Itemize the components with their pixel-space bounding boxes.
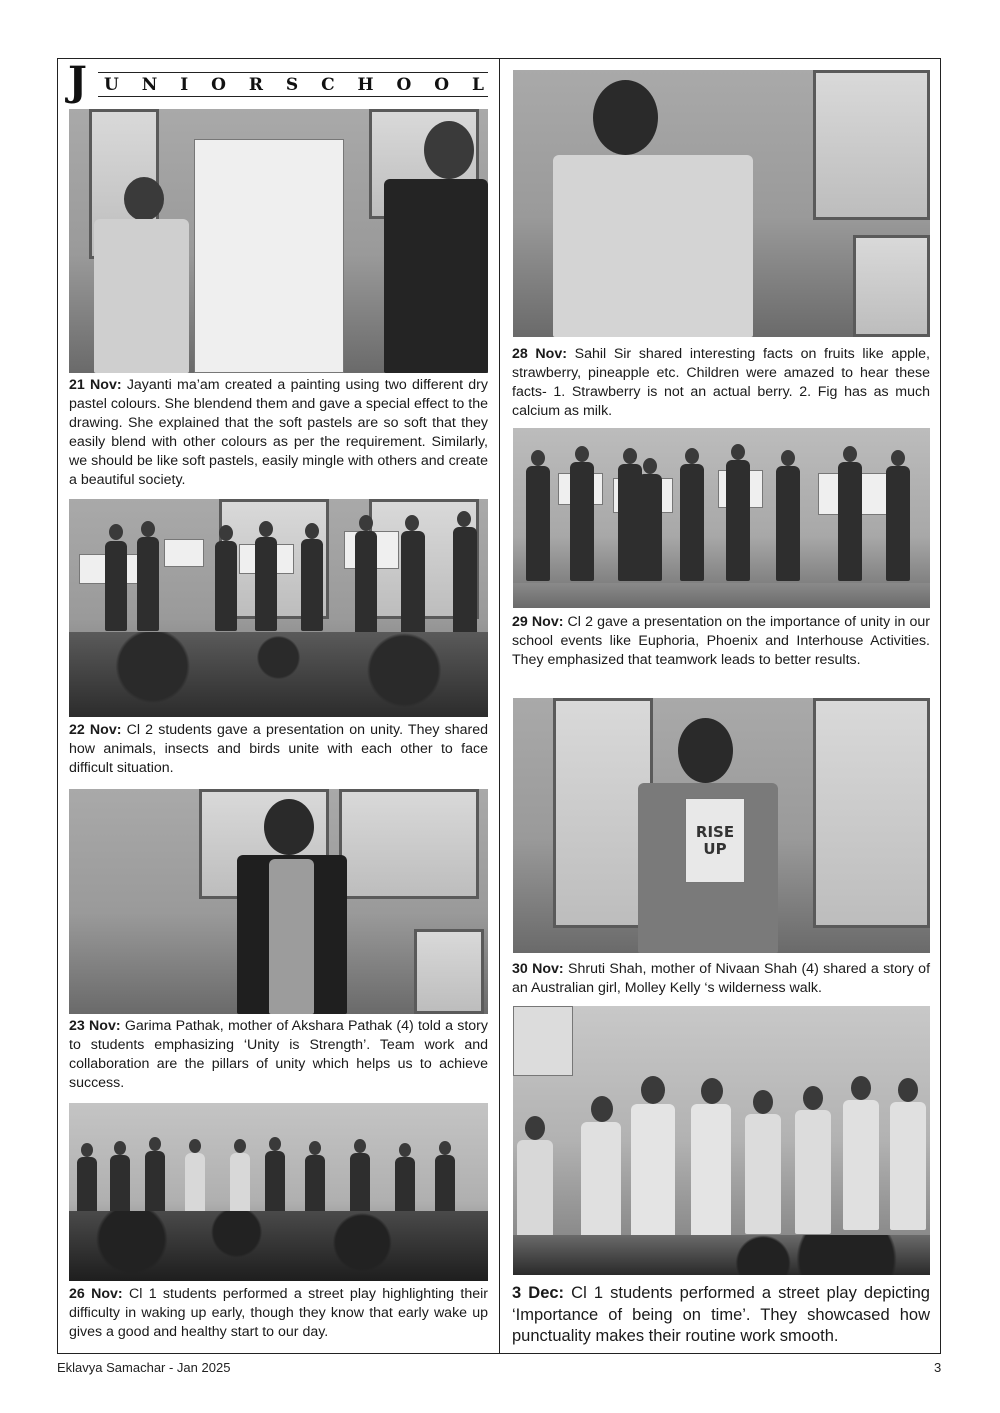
photo-garima-pathak xyxy=(69,789,488,1014)
masthead-rule-bottom xyxy=(98,96,488,97)
book-title: RISE UP xyxy=(695,822,735,858)
masthead-letter: U xyxy=(104,75,119,95)
caption-text: Jayanti ma’am created a painting using two different dry pastel colours. She blendend them and gave a special effect to the drawing. She explained that the soft pastels are so soft that they easily blend with other colours as per the requirement. Similarly, we should be like soft pastels, easily mingle with others and create a beautiful society. xyxy=(69,377,488,488)
column-divider xyxy=(499,58,500,1354)
masthead-letter: C xyxy=(321,75,335,95)
caption-30-nov xyxy=(512,960,930,998)
drawing-board xyxy=(194,139,344,373)
photo-sahil-sir xyxy=(513,70,930,337)
masthead-letter: O xyxy=(434,75,450,95)
caption-text: Shruti Shah, mother of Nivaan Shah (4) shared a story of an Australian girl, Molley Kelly ‘s wilderness walk. xyxy=(512,961,931,996)
caption-text: Cl 2 students gave a presentation on unity. They shared how animals, insects and birds unite with each other to face difficult situation. xyxy=(69,722,488,776)
photo-pastel-painting xyxy=(69,109,488,373)
caption-text: Garima Pathak, mother of Akshara Pathak (4) told a story to students emphasizing ‘Unity is Strength’. Team work and collaboration are the pillars of unity which helps us to achieve success. xyxy=(69,1018,488,1091)
caption-date: 22 Nov: xyxy=(69,722,122,738)
caption-29-nov xyxy=(512,613,930,670)
caption-26-nov xyxy=(69,1285,488,1342)
photo-shruti-shah xyxy=(513,698,930,953)
photo-unity-presentation xyxy=(69,499,488,717)
photo-street-play-waking xyxy=(69,1103,488,1281)
caption-date: 26 Nov: xyxy=(69,1286,123,1302)
masthead-letter: R xyxy=(248,75,263,95)
masthead-letter: O xyxy=(396,75,412,95)
masthead-letter: S xyxy=(285,75,299,95)
caption-23-nov xyxy=(69,1017,488,1093)
masthead-rule-top xyxy=(98,72,488,73)
caption-28-nov xyxy=(512,345,930,421)
masthead-letter: O xyxy=(211,75,226,95)
caption-date: 28 Nov: xyxy=(512,346,567,362)
caption-date: 21 Nov: xyxy=(69,377,122,393)
footer-page-number: 3 xyxy=(934,1360,942,1375)
caption-date: 23 Nov: xyxy=(69,1018,121,1034)
masthead-letter: H xyxy=(357,75,374,95)
masthead-letter: I xyxy=(180,75,189,95)
caption-date: 30 Nov: xyxy=(512,961,564,977)
masthead-letter: L xyxy=(472,75,484,95)
masthead-initial: J xyxy=(68,58,87,105)
masthead-letter: N xyxy=(141,75,158,95)
masthead-title xyxy=(104,75,484,95)
caption-text: Cl 1 students performed a street play highlighting their difficulty in waking up early, though they know that early wake up gives a good and healthy start to our day. xyxy=(69,1286,488,1340)
photo-unity-events xyxy=(513,428,930,608)
seated-audience xyxy=(69,632,488,717)
section-masthead xyxy=(68,58,488,105)
caption-text: Cl 1 students performed a street play depicting ‘Importance of being on time’. They showcased how punctuality makes their routine work smooth. xyxy=(512,1284,930,1345)
caption-date: 29 Nov: xyxy=(512,614,564,630)
caption-22-nov xyxy=(69,721,488,778)
book-rise-up xyxy=(685,798,745,883)
caption-text: Cl 2 gave a presentation on the importance of unity in our school events like Euphoria, Phoenix and Interhouse Activities. They emphasized that teamwork leads to better results. xyxy=(512,614,930,668)
caption-21-nov xyxy=(69,376,488,490)
caption-3-dec xyxy=(512,1283,930,1348)
photo-street-play-punctuality xyxy=(513,1006,930,1275)
caption-date: 3 Dec: xyxy=(512,1284,565,1302)
caption-text: Sahil Sir shared interesting facts on fruits like apple, strawberry, pineapple etc. Children were amazed to hear these facts- 1. Strawberry is not an actual berry. 2. Fig has as much calcium as milk. xyxy=(512,346,930,419)
footer-publication: Eklavya Samachar - Jan 2025 xyxy=(57,1360,231,1375)
